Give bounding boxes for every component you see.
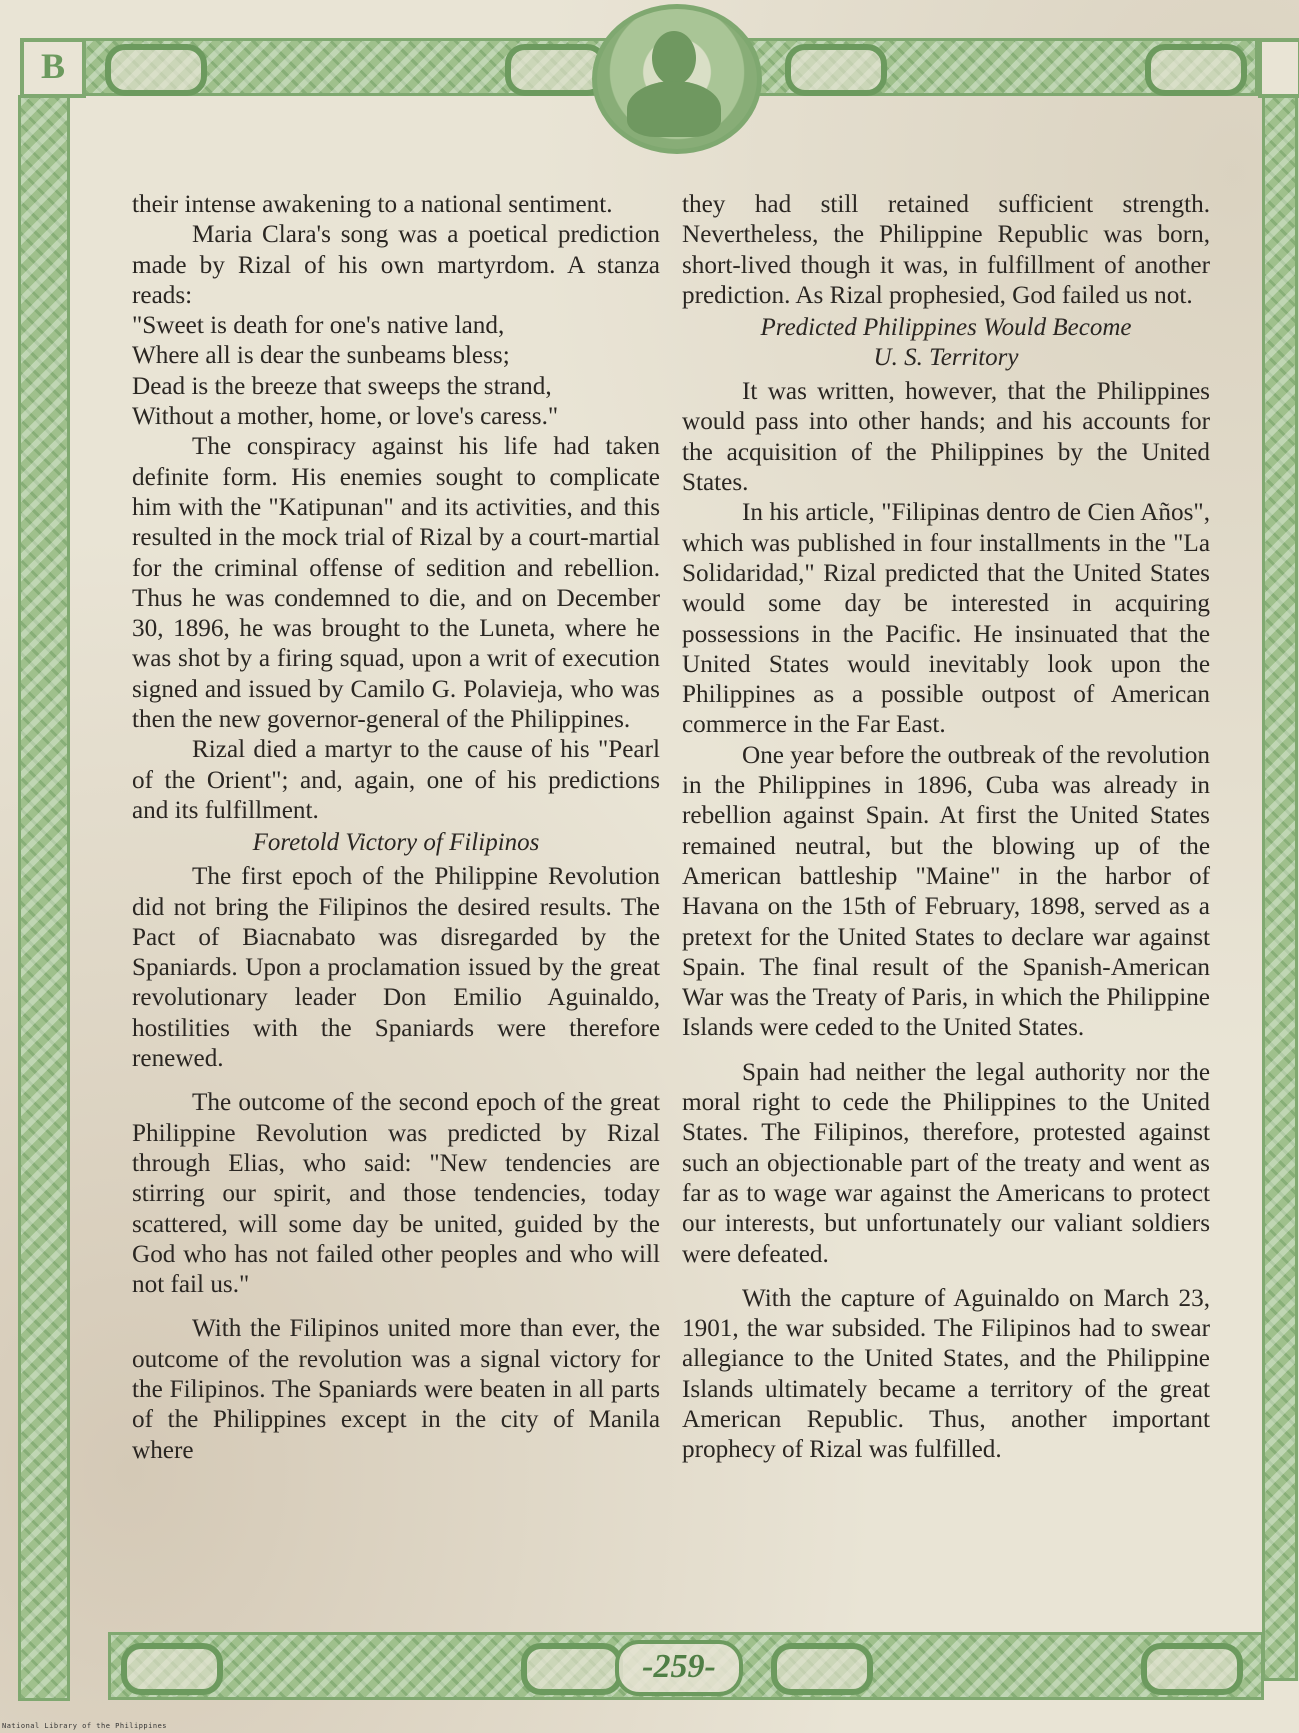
- paragraph: The first epoch of the Philippine Revolution did not bring the Filipinos the desired results. The Pact of Biacnabato was disregarded by the Spaniards. Upon a proclamation issued by the great revolutionary leader Don Emilio Aguinaldo, hostilities with the Spaniards were therefore renewed.: [132, 863, 660, 1073]
- paragraph: It was written, however, that the Philippines would pass into other hands; and his accounts for the acquisition of the Philippines by the United States.: [682, 378, 1210, 497]
- knot-ornament-icon: [105, 44, 207, 96]
- verse-line: Where all is dear the sunbeams bless;: [132, 342, 510, 370]
- paragraph: In his article, "Filipinas dentro de Cien Años", which was published in four installments in the "La Solidaridad," Rizal predicted that the United States would some day be interested in acquiring possessions in the Pacific. He insinuated that the United States would inevitably look upon the Philippines as a possible outpost of American commerce in the Far East.: [682, 499, 1210, 739]
- corner-monogram: B: [20, 38, 86, 98]
- paragraph: Maria Clara's song was a poetical prediction made by Rizal of his own martyrdom. A stanza reads:: [132, 221, 660, 309]
- right-column: [682, 190, 1210, 1466]
- knot-ornament-icon: [771, 1643, 873, 1695]
- paragraph: Rizal died a martyr to the cause of his "Pearl of the Orient"; and, again, one of his predictions and its fulfillment.: [132, 736, 660, 824]
- left-border-ornament: [18, 95, 70, 1701]
- section-heading-line: Predicted Philippines Would Become: [760, 314, 1132, 342]
- left-column: [132, 190, 660, 1466]
- portrait-shoulders: [627, 81, 721, 137]
- knot-ornament-icon: [785, 44, 887, 96]
- corner-ornament: [1258, 38, 1299, 98]
- knot-ornament-icon: [521, 1643, 623, 1695]
- verse-line: Dead is the breeze that sweeps the strand,: [132, 372, 552, 400]
- page-number: -259-: [615, 1640, 743, 1696]
- paragraph: The conspiracy against his life had taken definite form. His enemies sought to complicate him with the "Katipunan" and its activities, and this resulted in the mock trial of Rizal by a court-martial for the criminal offense of sedition and rebellion. Thus he was condemned to die, and on December 30, 1896, he was brought to the Luneta, where he was shot by a firing squad, upon a writ of execution signed and issued by Camilo G. Polavieja, who was then the new governor-general of the Philippines.: [132, 433, 660, 734]
- knot-ornament-icon: [1141, 1643, 1243, 1695]
- paragraph: With the capture of Aguinaldo on March 23, 1901, the war subsided. The Filipinos had to swear allegiance to the United States, and the Philippine Islands ultimately became a territory of the great American Republic. Thus, another important prophecy of Rizal was fulfilled.: [682, 1284, 1210, 1464]
- paragraph: Spain had neither the legal authority nor the moral right to cede the Philippines to the United States. The Filipinos, therefore, protested against such an objectionable part of the treaty and went as far as to wage war against the Americans to protect our interests, but unfortunately our valiant soldiers were defeated.: [682, 1058, 1210, 1268]
- paragraph: The outcome of the second epoch of the great Philippine Revolution was predicted by Rizal through Elias, who said: "New tendencies are stirring our spirit, and those tendencies, today scattered, will some day be united, guided by the God who has not failed other peoples and who will not fail us.": [132, 1089, 660, 1299]
- knot-ornament-icon: [121, 1643, 223, 1695]
- verse-line: Without a mother, home, or love's caress.": [132, 403, 559, 431]
- portrait-head: [652, 31, 696, 85]
- right-border-ornament: [1262, 95, 1298, 1681]
- section-heading: Foretold Victory of Filipinos: [252, 829, 540, 857]
- paragraph: One year before the outbreak of the revolution in the Philippines in 1896, Cuba was already in rebellion against Spain. At first the United States remained neutral, but the blowing up of the American battleship "Maine" in the harbor of Havana on the 15th of February, 1898, served as a pretext for the United States to declare war against Spain. The final result of the Spanish-American War was the Treaty of Paris, in which the Philippine Islands were ceded to the United States.: [682, 741, 1210, 1042]
- paragraph: they had still retained sufficient strength. Nevertheless, the Philippine Republic was born, short-lived though it was, in fulfillment of another prediction. As Rizal prophesied, God failed us not.: [682, 191, 1210, 309]
- verse-line: "Sweet is death for one's native land,: [132, 312, 505, 340]
- knot-ornament-icon: [1145, 44, 1247, 96]
- paragraph: their intense awakening to a national sentiment.: [132, 191, 613, 218]
- section-heading-line: U. S. Territory: [873, 344, 1019, 372]
- library-credit: National Library of the Philippines: [2, 1722, 168, 1730]
- section-heading: [682, 313, 1210, 373]
- paragraph: With the Filipinos united more than ever, the outcome of the revolution was a signal victory for the Filipinos. The Spaniards were beaten in all parts of the Philippines except in the city of Manila where: [132, 1315, 660, 1464]
- portrait-medallion-icon: [592, 4, 762, 154]
